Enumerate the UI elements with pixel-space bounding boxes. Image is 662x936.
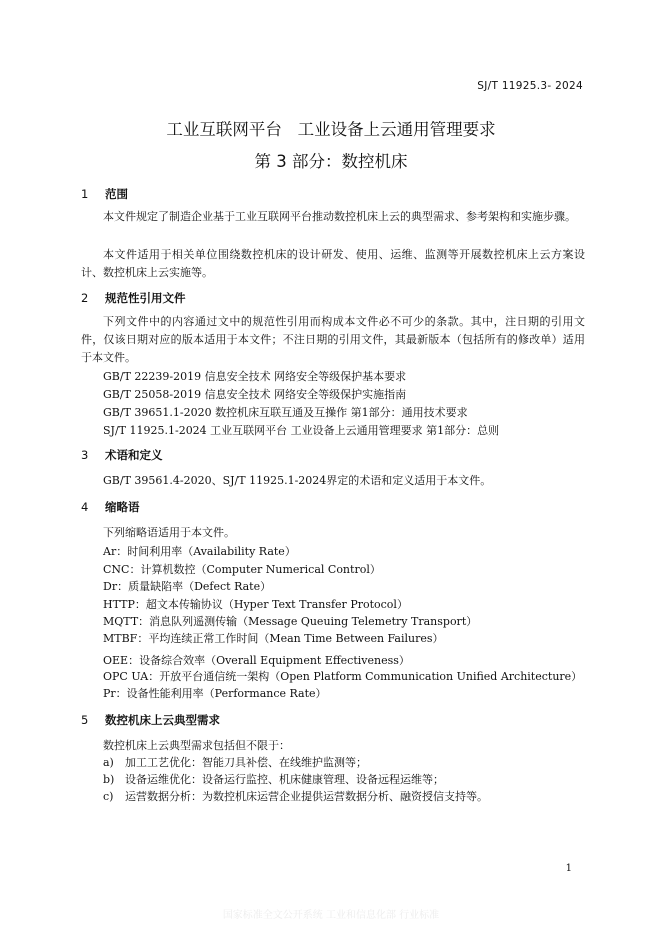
reference-item: GB/T 25058-2019 信息安全技术 网络安全等级保护实施指南: [103, 388, 407, 401]
section-title: 规范性引用文件: [105, 291, 186, 305]
section-4-heading: [81, 499, 140, 515]
list-marker: a): [103, 756, 114, 769]
abbreviation-item: HTTP：超文本传输协议（Hyper Text Transfer Protocol）: [103, 598, 408, 611]
abbreviation-item: Pr：设备性能利用率（Performance Rate）: [103, 687, 327, 700]
section-number: 1: [81, 187, 89, 201]
abbreviation-item: MTBF：平均连续正常工作时间（Mean Time Between Failures）: [103, 632, 444, 645]
list-item-text: 设备运维优化：设备运行监控、机床健康管理、设备远程运维等；: [125, 773, 444, 786]
paragraph: 下列文件中的内容通过文中的规范性引用而构成本文件必不可少的条款。其中，注日期的引用文件，仅该日期对应的版本适用于本文件；不注日期的引用文件，其最新版本（包括所有的修改单）适用于本文件。: [81, 315, 585, 364]
paragraph: 本文件适用于相关单位围绕数控机床的设计研发、使用、运维、监测等开展数控机床上云方案设计、数控机床上云实施等。: [81, 248, 585, 279]
paragraph: 下列缩略语适用于本文件。: [103, 526, 235, 539]
section-number: 4: [81, 500, 89, 514]
section-number: 2: [81, 291, 89, 305]
section-5-heading: [81, 712, 220, 728]
abbreviation-item: OPC UA：开放平台通信统一架构（Open Platform Communication Unified Architecture）: [103, 670, 583, 683]
paragraph: GB/T 39561.4-2020、SJ/T 11925.1-2024界定的术语和定义适用于本文件。: [103, 474, 492, 487]
reference-item: GB/T 39651.1-2020 数控机床互联互通及互操作 第1部分：通用技术要求: [103, 406, 468, 419]
list-item-text: 加工工艺优化：智能刀具补偿、在线维护监测等；: [125, 756, 367, 769]
abbreviation-item: OEE：设备综合效率（Overall Equipment Effectiveness）: [103, 654, 410, 667]
reference-item: GB/T 22239-2019 信息安全技术 网络安全等级保护基本要求: [103, 370, 407, 383]
abbreviation-item: MQTT：消息队列遥测传输（Message Queuing Telemetry Transport）: [103, 615, 478, 628]
section-number: 3: [81, 448, 89, 462]
section-title: 数控机床上云典型需求: [105, 713, 221, 727]
list-item-text: 运营数据分析：为数控机床运营企业提供运营数据分析、融资授信支持等。: [125, 790, 488, 803]
list-marker: c): [103, 790, 114, 803]
page-number: 1: [565, 863, 572, 874]
list-marker: b): [103, 773, 115, 786]
document-title: 工业互联网平台 工业设备上云通用管理要求: [166, 120, 496, 139]
abbreviation-item: Dr：质量缺陷率（Defect Rate）: [103, 580, 272, 593]
section-1-heading: [81, 186, 128, 202]
section-number: 5: [81, 713, 89, 727]
list-item: [103, 771, 444, 787]
section-title: 缩略语: [105, 500, 140, 514]
reference-item: SJ/T 11925.1-2024 工业互联网平台 工业设备上云通用管理要求 第1部分：总则: [103, 424, 500, 437]
list-item: [103, 754, 367, 770]
document-part-title: 第 3 部分：数控机床: [254, 152, 408, 171]
list-item: [103, 788, 488, 804]
section-title: 术语和定义: [105, 448, 163, 462]
abbreviation-item: CNC：计算机数控（Computer Numerical Control）: [103, 563, 381, 576]
paragraph: 本文件规定了制造企业基于工业互联网平台推动数控机床上云的典型需求、参考架构和实施步骤。: [103, 210, 576, 223]
abbreviation-item: Ar：时间利用率（Availability Rate）: [103, 545, 296, 558]
paragraph: 数控机床上云典型需求包括但不限于：: [103, 739, 290, 752]
standard-code: SJ/T 11925.3- 2024: [477, 80, 583, 92]
watermark: 国家标准全文公开系统 工业和信息化部 行业标准: [222, 910, 440, 921]
section-2-heading: [81, 290, 186, 306]
section-title: 范围: [105, 187, 129, 201]
section-3-heading: [81, 447, 163, 463]
